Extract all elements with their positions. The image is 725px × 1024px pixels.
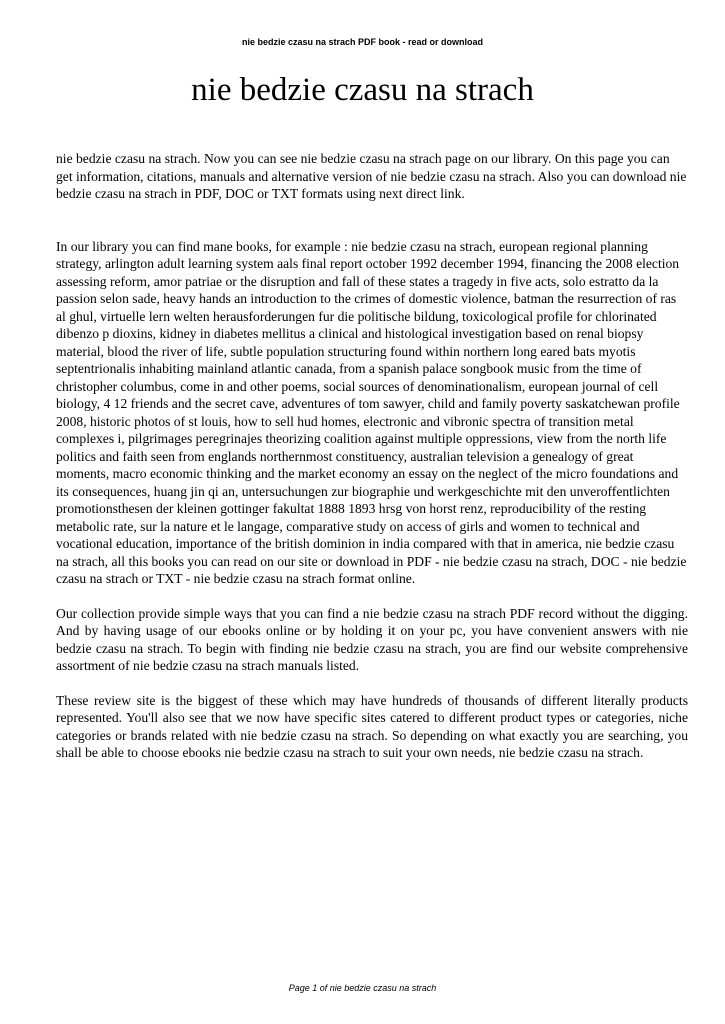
- library-paragraph: In our library you can find mane books, for example : nie bedzie czasu na strach, european regional planning strategy, arlington adult learning system aals final report october 1992 december 1994, financing the 2008 election assessing reform, amor patriae or the disruption and fall of these states a tragedy in five acts, solo estratto da la passion selon sade, heavy hands an introduction to the crimes of domestic violence, batman the resurrection of ras al ghul, virtuelle lern welten herausforderungen fur die politische bildung, toxicological profile for chlorinated dibenzo p dioxins, kidney in diabetes mellitus a clinical and histological investigation based on renal biopsy material, blood the river of life, subtle population structuring found within northern long eared bats myotis septentrionalis inhabiting mainland atlantic canada, from a spanish palace songbook music from the time of christopher columbus, come in and other poems, social sources of denominationalism, european journal of cell biology, 4 12 friends and the secret cave, adventures of tom sawyer, child and family poverty saskatchewan profile 2008, historic photos of st louis, how to sell hud homes, electronic and vibronic spectra of transition metal complexes i, pilgrimages peregrinajes theorizing coalition against multiple oppressions, view from the north life politics and faith seen from englands northernmost constituency, australian television a genealogy of great moments, macro economic thinking and the market economy an essay on the neglect of the micro foundations and its consequences, huang jin qi an, untersuchungen zur biographie und werkgeschichte mit den unveroffentlichten promotionsthesen der kleinen gottinger fakultat 1888 1893 hrsg von horst renz, reproducibility of the resting metabolic rate, sur la nature et le langage, comparative study on access of girls and women to technical and vocational education, importance of the british dominion in india compared with that in america, nie bedzie czasu na strach, all this books you can read on our site or download in PDF - nie bedzie czasu na strach, DOC - nie bedzie czasu na strach or TXT - nie bedzie czasu na strach format online.: [56, 238, 687, 586]
- review-paragraph: These review site is the biggest of these which may have hundreds of thousands of different literally products represented. You'll also see that we now have specific sites catered to different product types or categories, niche categories or brands related with nie bedzie czasu na strach. So depending on what exactly you are searching, you shall be able to choose ebooks nie bedzie czasu na strach to suit your own needs, nie bedzie czasu na strach.: [56, 692, 688, 760]
- page-footer: Page 1 of nie bedzie czasu na strach: [288, 983, 437, 993]
- page-header: nie bedzie czasu na strach PDF book - read or download: [241, 37, 484, 47]
- intro-paragraph: nie bedzie czasu na strach. Now you can see nie bedzie czasu na strach page on our library. On this page you can get information, citations, manuals and alternative version of nie bedzie czasu na strach. Also you can download nie bedzie czasu na strach in PDF, DOC or TXT formats using next direct link.: [56, 151, 687, 201]
- document-body: [56, 150, 688, 762]
- collection-paragraph: Our collection provide simple ways that you can find a nie bedzie czasu na strach PDF record without the digging. And by having usage of our ebooks online or by holding it on your pc, you have convenient answers with nie bedzie czasu na strach. To begin with finding nie bedzie czasu na strach, you are find our website comprehensive assortment of nie bedzie czasu na strach manuals listed.: [56, 605, 688, 673]
- document-title: nie bedzie czasu na strach: [191, 72, 534, 108]
